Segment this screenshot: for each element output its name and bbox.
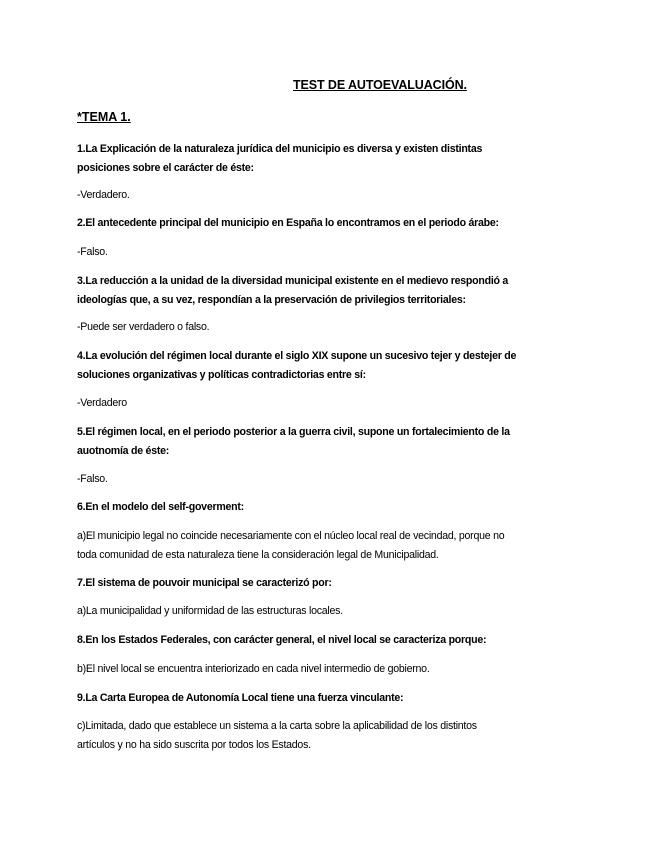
question-8 [77, 631, 577, 650]
answer-2-line-1: -Falso. [77, 246, 108, 258]
answer-7 [77, 602, 587, 621]
question-5 [77, 423, 577, 461]
question-6-line-1: 6.En el modelo del self-goverment: [77, 501, 244, 513]
question-4 [77, 347, 577, 385]
question-6 [77, 498, 577, 517]
question-5-line-1: 5.El régimen local, en el periodo posterior a la guerra civil, supone un fortalecimiento de la [77, 426, 510, 438]
section-heading: *TEMA 1. [77, 110, 131, 124]
answer-4 [77, 394, 587, 413]
question-8-line-1: 8.En los Estados Federales, con carácter general, el nivel local se caracteriza porque: [77, 634, 487, 646]
question-1-line-1: 1.La Explicación de la naturaleza jurídica del municipio es diversa y existen distintas [77, 143, 483, 155]
question-9-line-1: 9.La Carta Europea de Autonomía Local tiene una fuerza vinculante: [77, 692, 404, 704]
answer-1-line-1: -Verdadero. [77, 189, 130, 201]
question-2-line-1: 2.El antecedente principal del municipio en España lo encontramos en el periodo árabe: [77, 217, 499, 229]
answer-1 [77, 186, 587, 205]
answer-9-line-1: c)Limitada, dado que establece un sistema a la carta sobre la aplicabilidad de los distintos [77, 720, 477, 732]
question-9 [77, 689, 577, 708]
question-1-line-2: posiciones sobre el carácter de éste: [77, 162, 254, 174]
document-title: TEST DE AUTOEVALUACIÓN. [293, 78, 467, 92]
answer-7-line-1: a)La municipalidad y uniformidad de las estructuras locales. [77, 605, 343, 617]
question-5-line-2: auotnomía de éste: [77, 445, 170, 457]
question-1 [77, 140, 577, 178]
question-3-line-2: ideologías que, a su vez, respondían a la preservación de privilegios territoriales: [77, 294, 466, 306]
answer-6-line-2: toda comunidad de esta naturaleza tiene la consideración legal de Municipalidad. [77, 549, 439, 561]
answer-6-line-1: a)El municipio legal no coincide necesariamente con el núcleo local real de vecindad, porque no [77, 530, 505, 542]
answer-5-line-1: -Falso. [77, 473, 108, 485]
question-4-line-2: soluciones organizativas y políticas contradictorias entre sí: [77, 369, 366, 381]
answer-3 [77, 318, 587, 337]
answer-6 [77, 527, 587, 565]
answer-9 [77, 717, 587, 755]
question-3 [77, 272, 577, 310]
answer-3-line-1: -Puede ser verdadero o falso. [77, 321, 210, 333]
question-3-line-1: 3.La reducción a la unidad de la diversidad municipal existente en el medievo respondió a [77, 275, 509, 287]
question-7-line-1: 7.El sistema de pouvoir municipal se caracterizó por: [77, 577, 332, 589]
answer-5 [77, 470, 587, 489]
answer-8-line-1: b)El nivel local se encuentra interiorizado en cada nivel intermedio de gobierno. [77, 663, 430, 675]
answer-9-line-2: artículos y no ha sido suscrita por todos los Estados. [77, 739, 311, 751]
question-7 [77, 574, 577, 593]
answer-4-line-1: -Verdadero [77, 397, 127, 409]
answer-8 [77, 660, 587, 679]
question-4-line-1: 4.La evolución del régimen local durante el siglo XIX supone un sucesivo tejer y destejer de [77, 350, 517, 362]
question-2 [77, 214, 577, 233]
answer-2 [77, 243, 587, 262]
